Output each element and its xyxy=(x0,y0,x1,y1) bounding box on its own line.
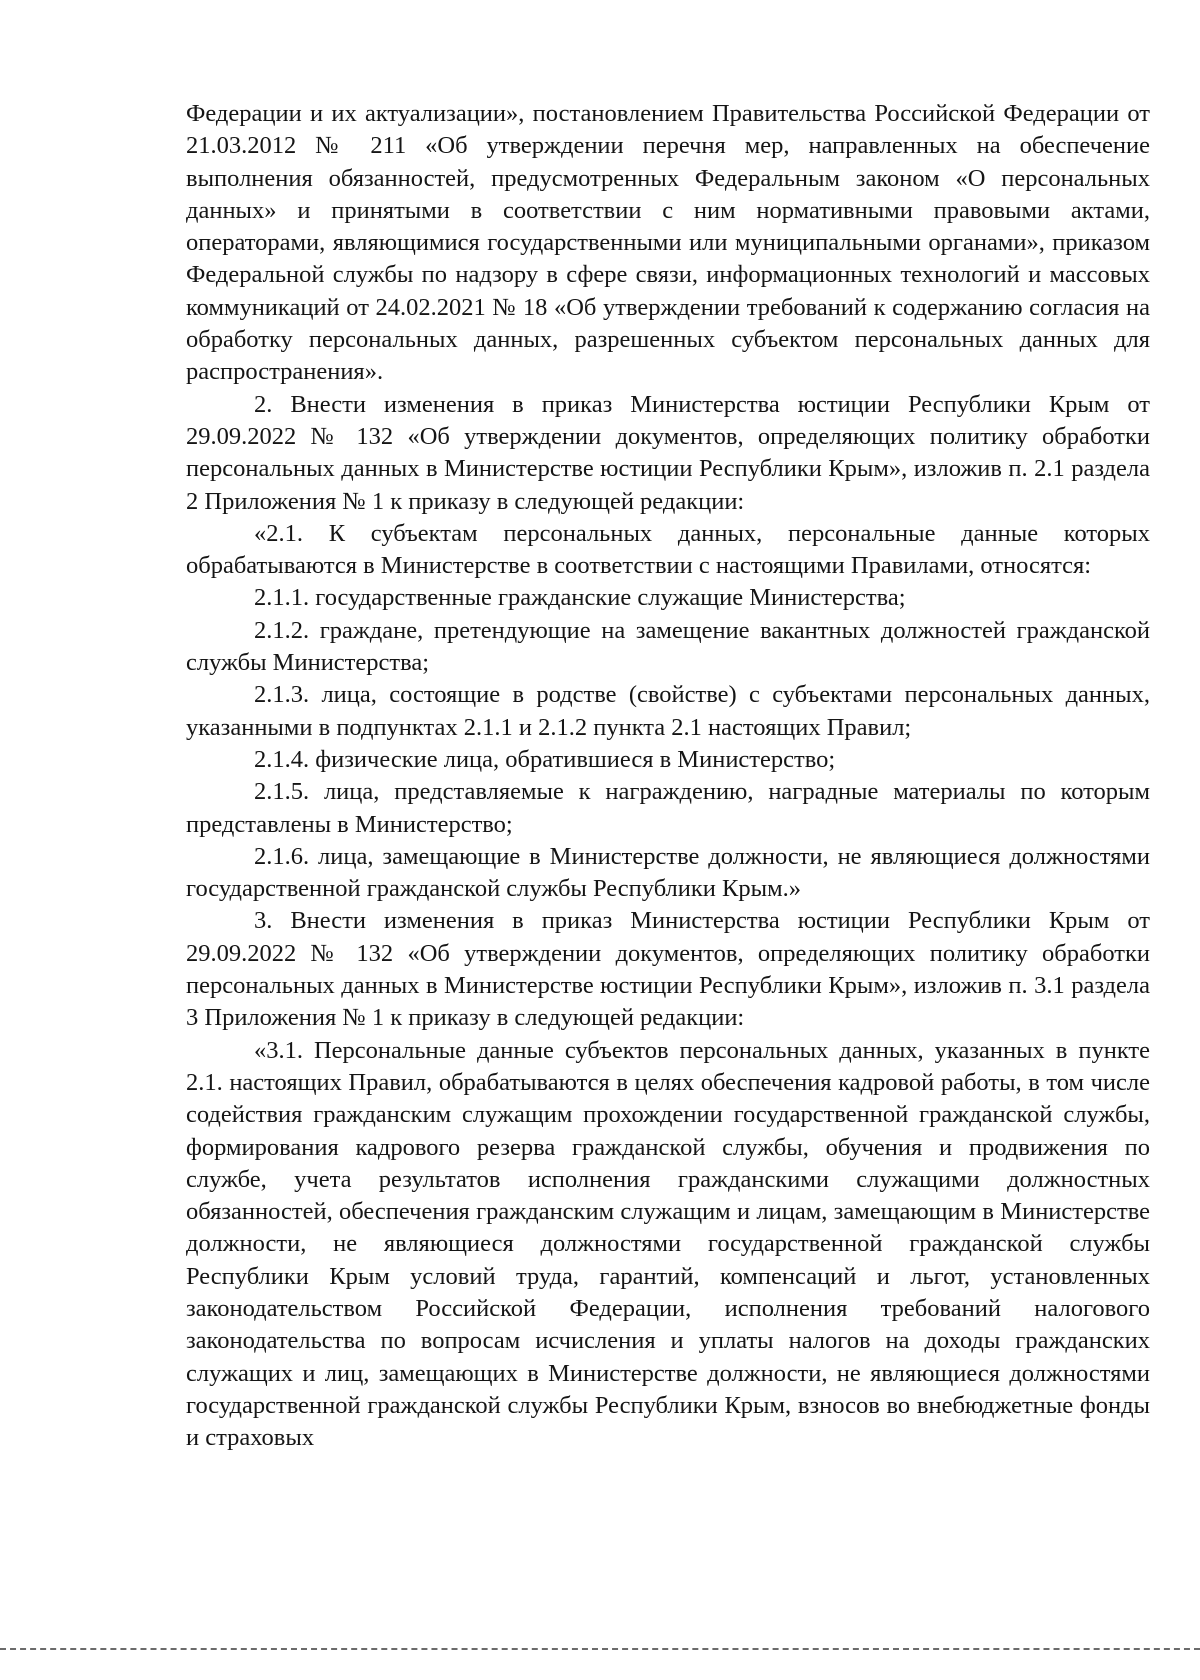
paragraph-2-1-2: 2.1.2. граждане, претендующие на замещение вакантных должностей гражданской службы Министерства; xyxy=(186,616,1150,677)
paragraph-3-1: «3.1. Персональные данные субъектов персональных данных, указанных в пункте 2.1. настоящих Правил, обрабатываются в целях обеспечения кадровой работы, в том числе содействия гражданским служащим прохождении государственной гражданской службы, формирования кадрового резерва гражданской службы, обучения и продвижения по службе, учета результатов исполнения гражданскими служащими должностных обязанностей, обеспечения гражданским служащим и лицам, замещающим в Министерстве должности, не являющиеся должностями государственной гражданской службы Республики Крым условий труда, гарантий, компенсаций и льгот, установленных законодательством Российской Федерации, исполнения требований налогового законодательства по вопросам исчисления и уплаты налогов на доходы гражданских служащих и лиц, замещающих в Министерстве должности, не являющиеся должностями государственной гражданской службы Республики Крым, взносов во внебюджетные фонды и страховых xyxy=(186,1036,1150,1452)
scan-edge-line xyxy=(0,1648,1200,1650)
paragraph-2-1-3: 2.1.3. лица, состоящие в родстве (свойстве) с субъектами персональных данных, указанными в подпунктах 2.1.1 и 2.1.2 пункта 2.1 настоящих Правил; xyxy=(186,681,1150,741)
document-body xyxy=(186,98,1150,1454)
paragraph-2-1-6: 2.1.6. лица, замещающие в Министерстве должности, не являющиеся должностями государственной гражданской службы Республики Крым.» xyxy=(186,842,1150,903)
paragraph-item-3: 3. Внести изменения в приказ Министерства юстиции Республики Крым от 29.09.2022 № 132 «Об утверждении документов, определяющих политику обработки персональных данных в Министерстве юстиции Республики Крым», изложив п. 3.1 раздела 3 Приложения № 1 к приказу в следующей редакции: xyxy=(186,907,1150,1032)
paragraph-item-2: 2. Внести изменения в приказ Министерства юстиции Республики Крым от 29.09.2022 № 132 «Об утверждении документов, определяющих политику обработки персональных данных в Министерстве юстиции Республики Крым», изложив п. 2.1 раздела 2 Приложения № 1 к приказу в следующей редакции: xyxy=(186,390,1150,515)
paragraph-intro-continuation: Федерации и их актуализации», постановлением Правительства Российской Федерации от 21.03.2012 № 211 «Об утверждении перечня мер, направленных на обеспечение выполнения обязанностей, предусмотренных Федеральным законом «О персональных данных» и принятыми в соответствии с ним нормативными правовыми актами, операторами, являющимися государственными или муниципальными органами», приказом Федеральной службы по надзору в сфере связи, информационных технологий и массовых коммуникаций от 24.02.2021 № 18 «Об утверждении требований к содержанию согласия на обработку персональных данных, разрешенных субъектом персональных данных для распространения». xyxy=(186,100,1150,386)
paragraph-2-1-5: 2.1.5. лица, представляемые к награждению, наградные материалы по которым представлены в Министерство; xyxy=(186,778,1150,838)
paragraph-2-1-4: 2.1.4. физические лица, обратившиеся в Министерство; xyxy=(254,745,836,773)
paragraph-2-1: «2.1. К субъектам персональных данных, персональные данные которых обрабатываются в Министерстве в соответствии с настоящими Правилами, относятся: xyxy=(186,519,1150,580)
paragraph-2-1-1: 2.1.1. государственные гражданские служащие Министерства; xyxy=(254,584,906,612)
